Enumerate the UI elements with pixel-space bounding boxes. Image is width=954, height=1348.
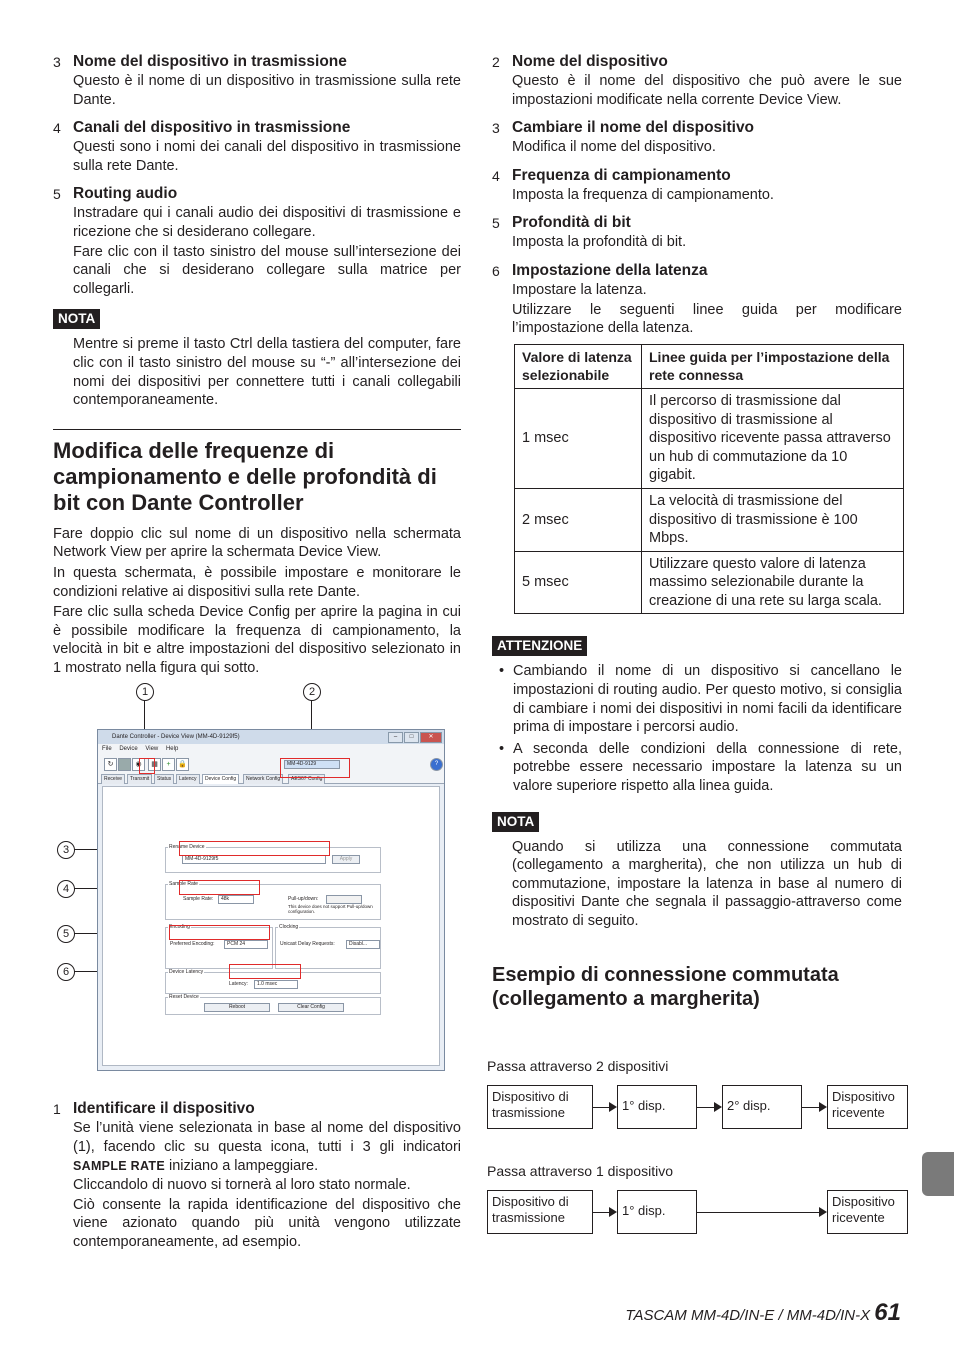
menu-view[interactable]: View bbox=[145, 746, 159, 753]
callout-4: 4 bbox=[57, 880, 75, 898]
maximize-icon[interactable]: □ bbox=[404, 732, 419, 743]
item-number: 2 bbox=[492, 54, 500, 70]
arrow-line bbox=[593, 1212, 609, 1213]
table-row bbox=[515, 551, 904, 614]
reset-group bbox=[165, 994, 381, 1015]
text-span: iniziano a lampeggiare. bbox=[164, 1157, 319, 1174]
table-cell: Utilizzare questo valore di latenza massimo selezionabile durante la creazione di una rete su larga scala. bbox=[642, 551, 904, 614]
tab-transmit[interactable]: Transmit bbox=[127, 774, 152, 784]
callout-6: 6 bbox=[57, 963, 75, 981]
item-number: 5 bbox=[53, 186, 61, 203]
footer-brand: TASCAM MM-4D/IN-E / MM-4D/IN-X bbox=[625, 1307, 871, 1324]
table-header: Linee guida per l’impostazione della rete connessa bbox=[642, 344, 904, 388]
arrow-right-icon bbox=[609, 1102, 617, 1112]
section-title: Modifica delle frequenze di campionamento e delle profondità di bit con Dante Controller bbox=[53, 437, 437, 515]
device-1-box: 1° disp. bbox=[617, 1085, 697, 1129]
highlight-device-name bbox=[280, 758, 350, 778]
item-audio-routing bbox=[53, 184, 461, 298]
item-title: Profondità di bit bbox=[512, 214, 631, 232]
grid-icon[interactable] bbox=[118, 758, 131, 771]
menu-device[interactable]: Device bbox=[119, 746, 138, 753]
item-text: Imposta la frequenza di campionamento. bbox=[512, 186, 774, 203]
item-text: Fare clic con il tasto sinistro del mouse sull’intersezione dei canali che si desiderano collegare sulla matrice per collegarli. bbox=[73, 243, 461, 297]
clocking-group bbox=[275, 924, 381, 969]
table-header: Valore di latenza selezionabile bbox=[515, 344, 642, 388]
item-device-name bbox=[492, 52, 902, 109]
item-title: Impostazione della latenza bbox=[512, 261, 708, 279]
clear-config-button[interactable]: Clear Config bbox=[278, 1003, 344, 1012]
example-title: Esempio di connessione commutata (collegamento a margherita) bbox=[492, 963, 839, 1010]
diagram-label: Passa attraverso 1 dispositivo bbox=[487, 1163, 673, 1179]
section-divider bbox=[53, 429, 461, 430]
item-text: Impostare la latenza. bbox=[512, 281, 647, 298]
item-number: 3 bbox=[492, 120, 500, 137]
item-title: Canali del dispositivo in trasmissione bbox=[73, 119, 351, 137]
tx-device-box: Dispositivo di trasmissione bbox=[487, 1190, 593, 1234]
item-latency bbox=[492, 261, 902, 338]
item-bit-depth bbox=[492, 213, 902, 252]
table-cell: 2 msec bbox=[515, 488, 642, 551]
arrow-right-icon bbox=[714, 1102, 722, 1112]
item-title: Cambiare il nome del dispositivo bbox=[512, 119, 755, 137]
bullet-text: A seconda delle condizioni della connessione di rete, potrebbe essere necessario impostare la latenza su un valore superiore rispetto alla linea guida. bbox=[513, 740, 902, 795]
page-number: 61 bbox=[874, 1299, 901, 1326]
bullet-icon: • bbox=[499, 663, 505, 680]
item-text: Ciò consente la rapida identificazione del dispositivo che viene azionato quando più unità vengono utilizzate contemporaneamente, ad esempio. bbox=[73, 1196, 461, 1251]
item-number: 4 bbox=[492, 167, 500, 184]
highlight-rename bbox=[179, 841, 330, 856]
intro-paragraph: Fare clic sulla scheda Device Config per aprire la pagina in cui è possibile modificare la frequenza di campionamento, la velocità in bit e altre impostazioni del dispositivo selezionato in 1 mostrato nella figura qui sotto. bbox=[53, 604, 461, 676]
apply-button[interactable]: Apply bbox=[332, 855, 360, 864]
text-span: Se l’unità viene selezionata in base al nome del dispositivo ( bbox=[73, 1120, 461, 1156]
item-text: Questo è il nome di un dispositivo in trasmissione sulla rete Dante. bbox=[73, 73, 461, 108]
bullet-text: Cambiando il nome di un dispositivo si cancellano le impostazioni di routing audio. Per questo motivo, si consiglia di cambiare i nomi dei dispositivi in nomi facili da identificare prima di impostare i percorsi audio. bbox=[513, 663, 902, 736]
attenzione-badge: ATTENZIONE bbox=[492, 636, 587, 656]
callout-5: 5 bbox=[57, 925, 75, 943]
window-controls bbox=[388, 732, 442, 743]
refresh-icon[interactable]: ↻ bbox=[104, 758, 117, 771]
highlight-encoding bbox=[169, 925, 270, 940]
arrow-line bbox=[593, 1107, 609, 1108]
arrow-right-icon bbox=[609, 1207, 617, 1217]
group-label: Reset Device bbox=[169, 994, 199, 1001]
dante-controller-figure bbox=[53, 683, 461, 1093]
table-cell: Il percorso di trasmissione dal dispositivo di trasmissione al dispositivo ricevente passa attraverso un hub di commutazione da 10 gigabit. bbox=[642, 388, 904, 488]
arrow-line bbox=[802, 1107, 819, 1108]
item-text bbox=[73, 1119, 461, 1175]
tab-aes67-config[interactable]: AES67 Config bbox=[288, 774, 325, 784]
group-label: Device Latency bbox=[169, 969, 204, 976]
table-cell: 5 msec bbox=[515, 551, 642, 614]
callout-1: 1 bbox=[136, 683, 154, 701]
close-icon[interactable]: ✕ bbox=[420, 732, 442, 743]
latency-select[interactable]: 1.0 msec bbox=[254, 980, 298, 989]
nota-badge: NOTA bbox=[492, 812, 539, 832]
item-text: Modifica il nome del dispositivo. bbox=[512, 139, 716, 156]
callout-3: 3 bbox=[57, 841, 75, 859]
item-number: 1 bbox=[53, 1101, 61, 1118]
item-identify-device bbox=[53, 1099, 461, 1251]
item-title: Nome del dispositivo in trasmissione bbox=[73, 53, 347, 70]
group-label: Rename Device bbox=[169, 844, 205, 851]
rx-device-box: Dispositivo ricevente bbox=[827, 1190, 908, 1234]
table-row bbox=[515, 488, 904, 551]
item-rename-device bbox=[492, 118, 902, 157]
item-text: Questo è il nome del dispositivo che può avere le sue impostazioni modificate nella corrente Device View. bbox=[512, 73, 902, 108]
grid-view-icon[interactable]: ▦ bbox=[148, 758, 161, 771]
group-label: Sample Rate bbox=[169, 881, 198, 888]
highlight-latency bbox=[229, 964, 301, 979]
page-footer bbox=[625, 1299, 901, 1326]
item-text: Instradare qui i canali audio dei dispositivi di trasmissione e ricezione che si desiderano collegare. bbox=[73, 205, 461, 240]
highlight-identify bbox=[139, 758, 155, 774]
item-number: 4 bbox=[53, 120, 61, 137]
nota-text: Quando si utilizza una connessione commutata (collegamento a margherita), che non utilizza un hub di commutazione, impostare la latenza in base al numero di dispositivi Dante che segnala il passaggio-attraverso come mostrato di seguito. bbox=[512, 838, 902, 929]
bullet-icon: • bbox=[499, 740, 505, 757]
arrow-right-icon bbox=[819, 1207, 827, 1217]
table-header-row bbox=[515, 344, 904, 388]
nota-badge: NOTA bbox=[53, 309, 100, 329]
highlight-sample-rate bbox=[179, 880, 260, 895]
minimize-icon[interactable]: – bbox=[388, 732, 403, 743]
nota-text: Mentre si preme il tasto Ctrl della tastiera del computer, fare clic con il tasto sinistro del mouse su “-” all’intersezione dei nomi dei dispositivi per connettere tutti i canali collegabili contemporaneamente. bbox=[73, 336, 461, 409]
item-tx-channels bbox=[53, 118, 461, 175]
chapter-tab-marker bbox=[922, 1152, 954, 1196]
sample-rate-term: SAMPLE RATE bbox=[73, 1158, 165, 1173]
identify-eye-icon[interactable]: ◉ bbox=[132, 758, 145, 771]
pullup-note: This device does not support Pull-up/down configuration. bbox=[288, 904, 373, 915]
window-title: Dante Controller - Device View (MM-4D-9129f5) bbox=[98, 730, 444, 744]
reboot-button[interactable]: Reboot bbox=[204, 1003, 270, 1012]
device-1-box: 1° disp. bbox=[617, 1190, 697, 1234]
help-icon[interactable]: ? bbox=[430, 758, 443, 771]
arrow-line bbox=[697, 1107, 714, 1108]
item-title: Routing audio bbox=[73, 185, 178, 203]
tab-receive[interactable]: Receive bbox=[101, 774, 125, 784]
item-text: Imposta la profondità di bit. bbox=[512, 234, 687, 251]
left-column bbox=[53, 52, 461, 1261]
item-sample-rate bbox=[492, 166, 902, 205]
group-label: Clocking bbox=[279, 924, 299, 931]
section-intro bbox=[53, 525, 461, 678]
sample-rate-label: Sample Rate: bbox=[183, 896, 214, 903]
pullup-select[interactable] bbox=[326, 895, 362, 904]
item-number: 6 bbox=[492, 262, 500, 279]
unicast-label: Unicast Delay Requests: bbox=[280, 941, 335, 948]
item-text: Cliccandolo di nuovo si tornerà al loro stato normale. bbox=[73, 1177, 411, 1194]
item-title: Nome del dispositivo bbox=[512, 53, 668, 70]
device-select[interactable]: MM-4D-9129 bbox=[284, 760, 340, 769]
sample-rate-select[interactable]: 48k bbox=[218, 895, 254, 904]
group-label: Encoding bbox=[169, 924, 190, 931]
add-icon[interactable]: + bbox=[162, 758, 175, 771]
intro-paragraph: Fare doppio clic sul nome di un dispositivo nella schermata Network View per aprire la schermata Device View. bbox=[53, 525, 461, 561]
item-title: Identificare il dispositivo bbox=[73, 1100, 255, 1118]
bullet-item bbox=[499, 740, 902, 796]
diagram-label: Passa attraverso 2 dispositivi bbox=[487, 1058, 669, 1074]
menu-help[interactable]: Help bbox=[165, 746, 179, 753]
table-cell: 1 msec bbox=[515, 388, 642, 488]
menu-file[interactable]: File bbox=[102, 746, 112, 753]
tab-latency[interactable]: Latency bbox=[176, 774, 200, 784]
right-column bbox=[492, 52, 902, 1020]
menu-bar bbox=[98, 744, 444, 755]
table-row bbox=[515, 388, 904, 488]
encoding-select[interactable]: PCM 24 bbox=[224, 940, 268, 949]
intro-paragraph: In questa schermata, è possibile impostare e monitorare le condizioni relative ai dispositivi sulla rete Dante. bbox=[53, 564, 461, 600]
latency-label: Latency: bbox=[229, 981, 248, 988]
device-2-box: 2° disp. bbox=[722, 1085, 802, 1129]
arrow-line bbox=[697, 1212, 819, 1213]
rename-input[interactable]: MM-4D-9129f5 bbox=[182, 855, 326, 864]
circled-number: 1 bbox=[77, 1139, 86, 1156]
lock-icon[interactable]: 🔒 bbox=[176, 758, 189, 771]
rx-device-box: Dispositivo ricevente bbox=[827, 1085, 908, 1129]
tab-network-config[interactable]: Network Config bbox=[243, 774, 283, 784]
item-text: Questi sono i nomi dei canali del dispositivo in trasmissione sulla rete Dante. bbox=[73, 139, 461, 174]
item-number: 5 bbox=[492, 215, 500, 232]
item-text: Utilizzare le seguenti linee guida per modificare l’impostazione della latenza. bbox=[512, 301, 902, 337]
bullet-item bbox=[499, 662, 902, 736]
encoding-label: Preferred Encoding: bbox=[170, 941, 215, 948]
item-number: 3 bbox=[53, 54, 61, 70]
tx-device-box: Dispositivo di trasmissione bbox=[487, 1085, 593, 1129]
arrow-right-icon bbox=[819, 1102, 827, 1112]
pullup-label: Pull-up/down: bbox=[288, 896, 319, 903]
tab-status[interactable]: Status bbox=[154, 774, 174, 784]
item-title: Frequenza di campionamento bbox=[512, 166, 731, 184]
text-span: ), facendo clic su questa icona, tutti i 3 gli indicatori bbox=[85, 1139, 461, 1156]
app-window bbox=[97, 729, 445, 1071]
item-tx-device-name bbox=[53, 52, 461, 109]
latency-table bbox=[514, 344, 904, 615]
callout-2: 2 bbox=[303, 683, 321, 701]
tab-strip bbox=[98, 773, 444, 784]
table-cell: La velocità di trasmissione del dispositivo di trasmissione è 100 Mbps. bbox=[642, 488, 904, 551]
tab-device-config[interactable]: Device Config bbox=[202, 774, 239, 784]
unicast-select[interactable]: Disabl... bbox=[346, 940, 380, 949]
device-config-panel bbox=[102, 786, 440, 1066]
